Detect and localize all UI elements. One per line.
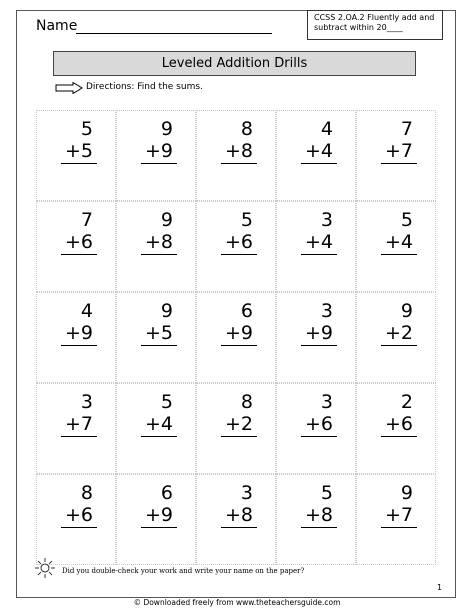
problem-cell: [116, 292, 196, 383]
addend-top: 5: [80, 118, 93, 140]
addend-bottom: +9: [224, 322, 253, 344]
problem-cell: [196, 383, 276, 474]
addend-bottom: +6: [304, 413, 333, 435]
problem-cell: [356, 110, 436, 201]
answer-line[interactable]: [301, 254, 337, 255]
addend-top: 5: [240, 209, 253, 231]
addend-bottom: +7: [384, 140, 413, 162]
addend-bottom: +4: [144, 413, 173, 435]
name-label: Name: [36, 18, 78, 34]
answer-line[interactable]: [221, 345, 257, 346]
problem-cell: [196, 474, 276, 565]
problem-cell: [196, 201, 276, 292]
addend-bottom: +8: [144, 231, 173, 253]
answer-line[interactable]: [221, 163, 257, 164]
problem-cell: [276, 474, 356, 565]
standard-line-2: subtract within 20____: [314, 23, 403, 32]
addend-top: 3: [80, 391, 93, 413]
answer-line[interactable]: [141, 345, 177, 346]
answer-line[interactable]: [381, 436, 417, 437]
addend-bottom: +6: [64, 231, 93, 253]
copyright: © Downloaded freely from www.theteachersguide.com: [133, 598, 341, 607]
problem-cell: [356, 474, 436, 565]
problem-cell: [196, 110, 276, 201]
problem-cell: [36, 292, 116, 383]
answer-line[interactable]: [301, 163, 337, 164]
addend-bottom: +9: [144, 140, 173, 162]
answer-line[interactable]: [221, 254, 257, 255]
addend-bottom: +5: [64, 140, 93, 162]
addend-bottom: +2: [384, 322, 413, 344]
answer-line[interactable]: [141, 163, 177, 164]
addend-bottom: +8: [304, 504, 333, 526]
problem-cell: [116, 383, 196, 474]
addend-top: 8: [240, 391, 253, 413]
addend-bottom: +9: [64, 322, 93, 344]
standard-line-1: CCSS 2.OA.2 Fluently add and: [314, 13, 435, 22]
answer-line[interactable]: [301, 527, 337, 528]
footer-question: Did you double-check your work and write your name on the paper?: [62, 567, 305, 575]
addend-top: 8: [240, 118, 253, 140]
addend-bottom: +7: [384, 504, 413, 526]
problem-cell: [276, 292, 356, 383]
problem-cell: [276, 110, 356, 201]
answer-line[interactable]: [381, 345, 417, 346]
problem-cell: [116, 201, 196, 292]
answer-line[interactable]: [381, 163, 417, 164]
answer-line[interactable]: [61, 254, 97, 255]
answer-line[interactable]: [61, 163, 97, 164]
addend-bottom: +9: [304, 322, 333, 344]
addend-bottom: +6: [384, 413, 413, 435]
addend-top: 9: [400, 300, 413, 322]
addend-top: 5: [320, 482, 333, 504]
directions-text: Directions: Find the sums.: [86, 82, 203, 92]
addend-top: 4: [80, 300, 93, 322]
addend-top: 5: [400, 209, 413, 231]
addend-top: 9: [160, 209, 173, 231]
standard-box: [307, 10, 443, 40]
addend-top: 3: [320, 300, 333, 322]
addend-top: 8: [80, 482, 93, 504]
addend-top: 6: [160, 482, 173, 504]
arrow-right-icon: [55, 82, 83, 94]
directions-row: [53, 79, 416, 96]
problem-cell: [116, 474, 196, 565]
problem-cell: [276, 201, 356, 292]
answer-line[interactable]: [141, 527, 177, 528]
problem-cell: [36, 383, 116, 474]
addend-top: 9: [160, 300, 173, 322]
addend-bottom: +5: [144, 322, 173, 344]
answer-line[interactable]: [301, 436, 337, 437]
problem-cell: [356, 292, 436, 383]
addend-bottom: +6: [64, 504, 93, 526]
answer-line[interactable]: [381, 527, 417, 528]
addend-top: 5: [160, 391, 173, 413]
problem-cell: [36, 110, 116, 201]
problem-cell: [356, 201, 436, 292]
addend-top: 3: [320, 391, 333, 413]
addend-bottom: +7: [64, 413, 93, 435]
addend-bottom: +8: [224, 504, 253, 526]
addend-bottom: +8: [224, 140, 253, 162]
addend-top: 6: [240, 300, 253, 322]
problem-cell: [116, 110, 196, 201]
addend-top: 7: [80, 209, 93, 231]
addend-bottom: +4: [384, 231, 413, 253]
answer-line[interactable]: [221, 436, 257, 437]
answer-line[interactable]: [61, 436, 97, 437]
page-number: 1: [437, 583, 443, 592]
sun-icon: [34, 557, 56, 579]
addend-top: 9: [400, 482, 413, 504]
addend-bottom: +2: [224, 413, 253, 435]
addend-bottom: +4: [304, 231, 333, 253]
name-line[interactable]: [76, 33, 272, 34]
answer-line[interactable]: [61, 527, 97, 528]
answer-line[interactable]: [301, 345, 337, 346]
answer-line[interactable]: [141, 436, 177, 437]
problem-cell: [196, 292, 276, 383]
addend-bottom: +9: [144, 504, 173, 526]
problem-cell: [36, 474, 116, 565]
answer-line[interactable]: [221, 527, 257, 528]
problem-cell: [356, 383, 436, 474]
addend-bottom: +4: [304, 140, 333, 162]
answer-line[interactable]: [381, 254, 417, 255]
worksheet-title: Leveled Addition Drills: [53, 51, 416, 76]
problem-cell: [36, 201, 116, 292]
drill-grid: [36, 110, 436, 560]
problem-cell: [276, 383, 356, 474]
addend-bottom: +6: [224, 231, 253, 253]
addend-top: 9: [160, 118, 173, 140]
addend-top: 3: [240, 482, 253, 504]
addend-top: 3: [320, 209, 333, 231]
addend-top: 4: [320, 118, 333, 140]
addend-top: 7: [400, 118, 413, 140]
answer-line[interactable]: [61, 345, 97, 346]
answer-line[interactable]: [141, 254, 177, 255]
addend-top: 2: [400, 391, 413, 413]
